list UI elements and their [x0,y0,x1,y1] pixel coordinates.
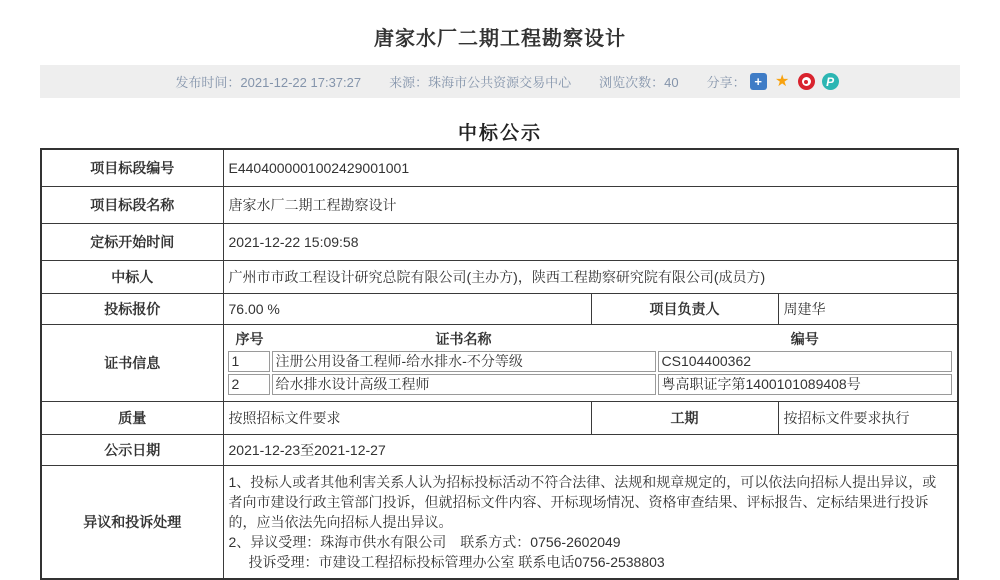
share-label: 分享： [706,75,746,90]
award-start-time-label: 定标开始时间 [41,223,223,260]
table-row [41,223,958,260]
duration-label: 工期 [591,401,778,434]
certificate-row [228,374,953,395]
project-section-no-value: E4404000001002429001001 [223,149,958,186]
table-row [41,324,958,401]
share-more-icon[interactable]: + [750,73,767,90]
project-section-no-label: 项目标段编号 [41,149,223,186]
quality-value: 按照招标文件要求 [223,401,591,434]
quality-label: 质量 [41,401,223,434]
friends-p-icon[interactable]: P [822,73,839,90]
share-icon-group [750,73,839,90]
project-section-name-label: 项目标段名称 [41,186,223,223]
objection-cell [223,465,958,579]
table-row [41,149,958,186]
award-start-time-value: 2021-12-22 15:09:58 [223,223,958,260]
certificates-cell [223,324,958,401]
section-heading: 中标公示 [457,123,542,144]
project-leader-label: 项目负责人 [591,293,778,324]
cert-no-value: 1 [228,351,270,372]
cert-name-value: 给水排水设计高级工程师 [272,374,656,395]
winner-label: 中标人 [41,260,223,293]
sina-weibo-icon[interactable] [798,73,815,90]
project-section-name-value: 唐家水厂二期工程勘察设计 [223,186,958,223]
cert-number-header: 编号 [790,330,819,347]
table-row [41,465,958,579]
cert-no-value: 2 [228,374,270,395]
weibo-eye-shape [802,77,811,86]
table-row [41,186,958,223]
publish-time: 发布时间：2021-12-22 17:37:27 [175,75,362,90]
table-row [41,293,958,324]
cert-name-header: 证书名称 [435,330,492,347]
certificate-table [226,327,955,397]
certificate-header-row [228,329,953,349]
cert-number-value: 粤高职证字第1400101089408号 [658,374,953,395]
objection-line2: 2、异议受理：珠海市供水有限公司 联系方式：0756-2602049 [228,533,621,550]
cert-number-value: CS104400362 [658,351,953,372]
bid-price-value: 76.00 % [223,293,591,324]
meta-bar [40,65,960,98]
certificate-row [228,351,953,372]
duration-value: 按招标文件要求执行 [778,401,958,434]
bid-price-label: 投标报价 [41,293,223,324]
objection-line1: 1、投标人或者其他利害关系人认为招标投标活动不符合法律、法规和规章规定的，可以依法向招标人提出异议，或者向市建设行政主管部门投诉，但就招标文件内容、开标现场情况、资格审查结果、评标报告、定标结果进行投诉的，应当依法先向招标人提出异议。 [228,473,937,530]
page-title: 唐家水厂二期工程勘察设计 [374,28,626,50]
table-row [41,401,958,434]
certificates-label: 证书信息 [41,324,223,401]
view-count: 浏览次数：40 [599,75,679,90]
objection-text [224,466,958,578]
table-row [41,260,958,293]
publicity-date-label: 公示日期 [41,434,223,465]
project-leader-value: 周建华 [778,293,958,324]
winner-value: 广州市市政工程设计研究总院有限公司(主办方)，陕西工程勘察研究院有限公司(成员方) [223,260,958,293]
objection-label: 异议和投诉处理 [41,465,223,579]
source: 来源：珠海市公共资源交易中心 [389,75,572,90]
cert-no-header: 序号 [235,330,264,347]
award-table [40,148,959,580]
favorite-star-icon[interactable]: ★ [774,72,790,90]
cert-name-value: 注册公用设备工程师-给水排水-不分等级 [272,351,656,372]
publicity-date-value: 2021-12-23至2021-12-27 [223,434,958,465]
objection-line3: 投诉受理：市建设工程招标投标管理办公室 联系电话0756-2538803 [248,553,665,570]
table-row [41,434,958,465]
